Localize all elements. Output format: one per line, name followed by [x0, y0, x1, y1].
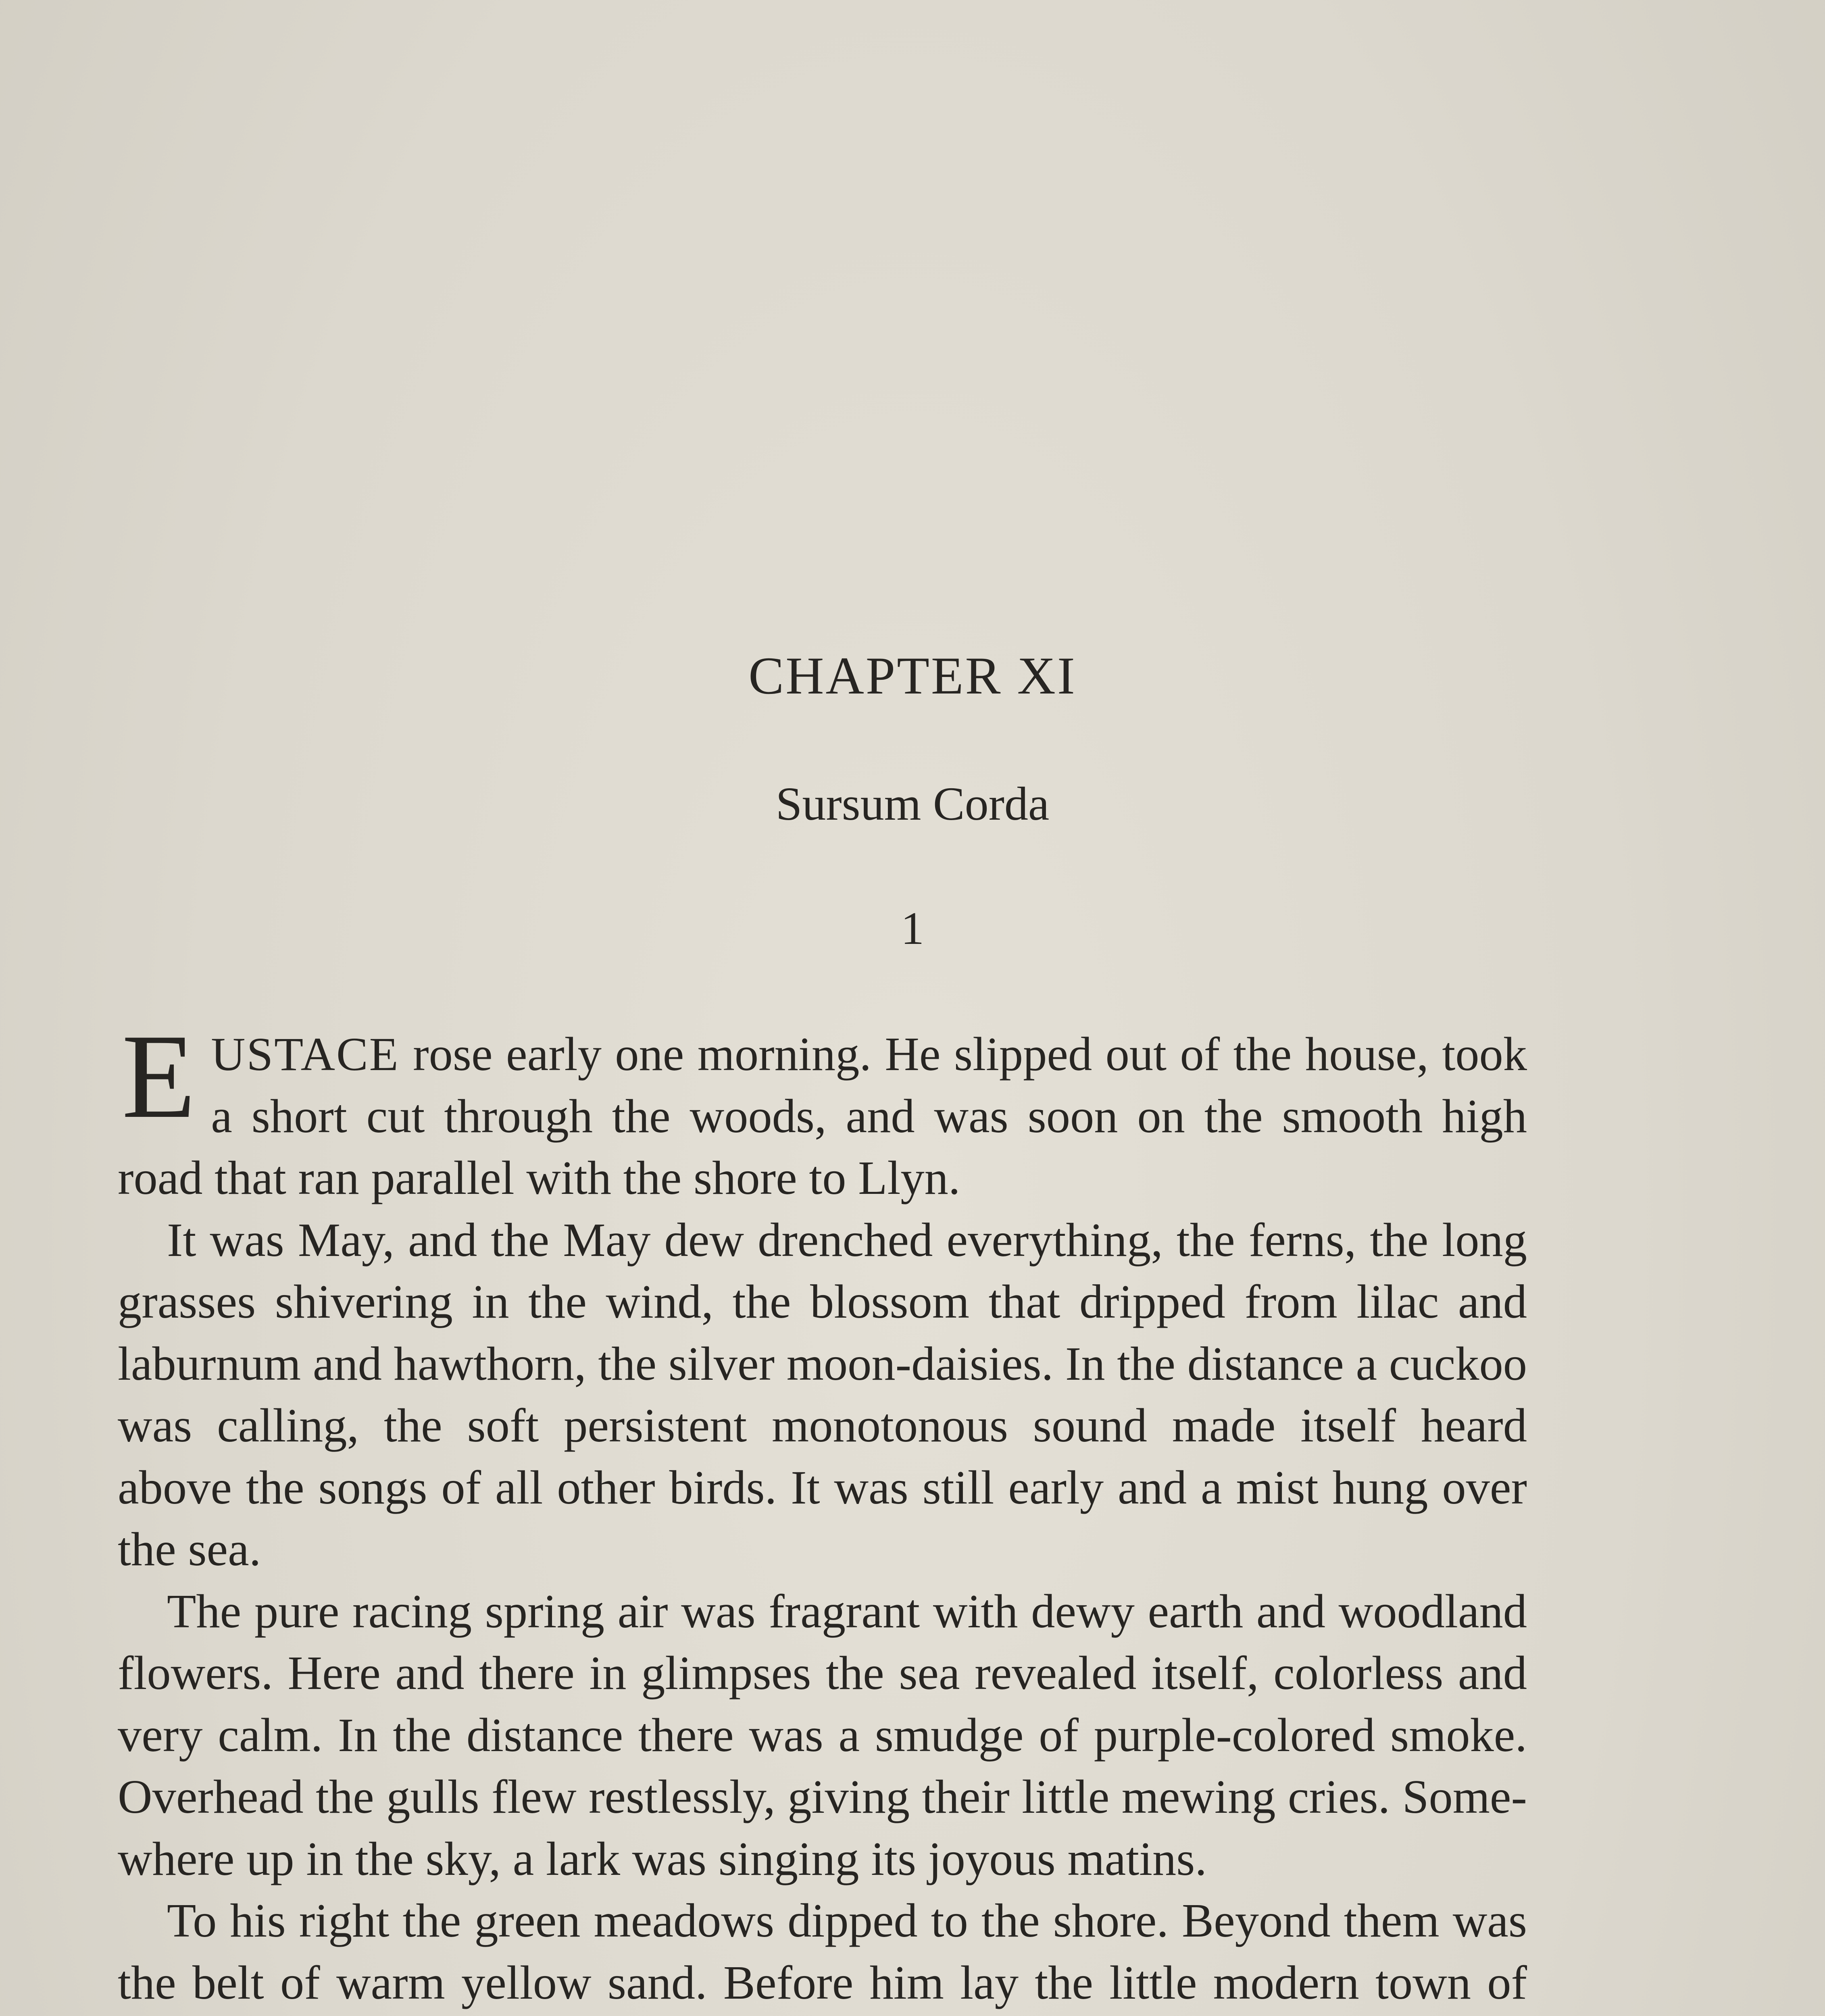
paragraph-1 — [118, 1009, 1527, 1209]
first-word: USTACE — [211, 1028, 400, 1081]
paragraph-2: It was May, and the May dew drenched everything, the ferns, the long grasses shivering in the wind, the blossom that dripped from lilac and laburnum and hawthorn, the silver moon-daisies. In the distance a cuckoo was calling, the soft persistent monotonous sound made itself heard above the songs of all other birds. It was still early and a mist hung over the sea. — [118, 1213, 1527, 1576]
drop-cap: E — [122, 1009, 196, 1143]
paragraph-1-text: rose early one morning. He slipped out of the house, took a short cut through the woods, and was soon on the smooth high road that ran parallel with the shore to Llyn. — [118, 1027, 1527, 1204]
chapter-title: CHAPTER XI — [748, 646, 1077, 705]
paragraph-3: The pure racing spring air was fragrant with dewy earth and woodland flowers. Here and there in glimpses the sea revealed itself, colorless and very calm. In the distance there was a smudge of purple-colored smoke. Overhead the gulls flew restlessly, giving their little mewing cries. Somewhere up in the sky, a lark was singing its joyous matins. — [118, 1584, 1527, 1885]
body-text — [118, 1009, 1527, 2016]
section-number: 1 — [901, 903, 924, 954]
paragraph-4: To his right the green meadows dipped to the shore. Beyond them was the belt of warm yellow sand. Before him lay the little modern town of — [118, 1894, 1527, 2009]
chapter-subtitle: Sursum Corda — [775, 777, 1050, 830]
